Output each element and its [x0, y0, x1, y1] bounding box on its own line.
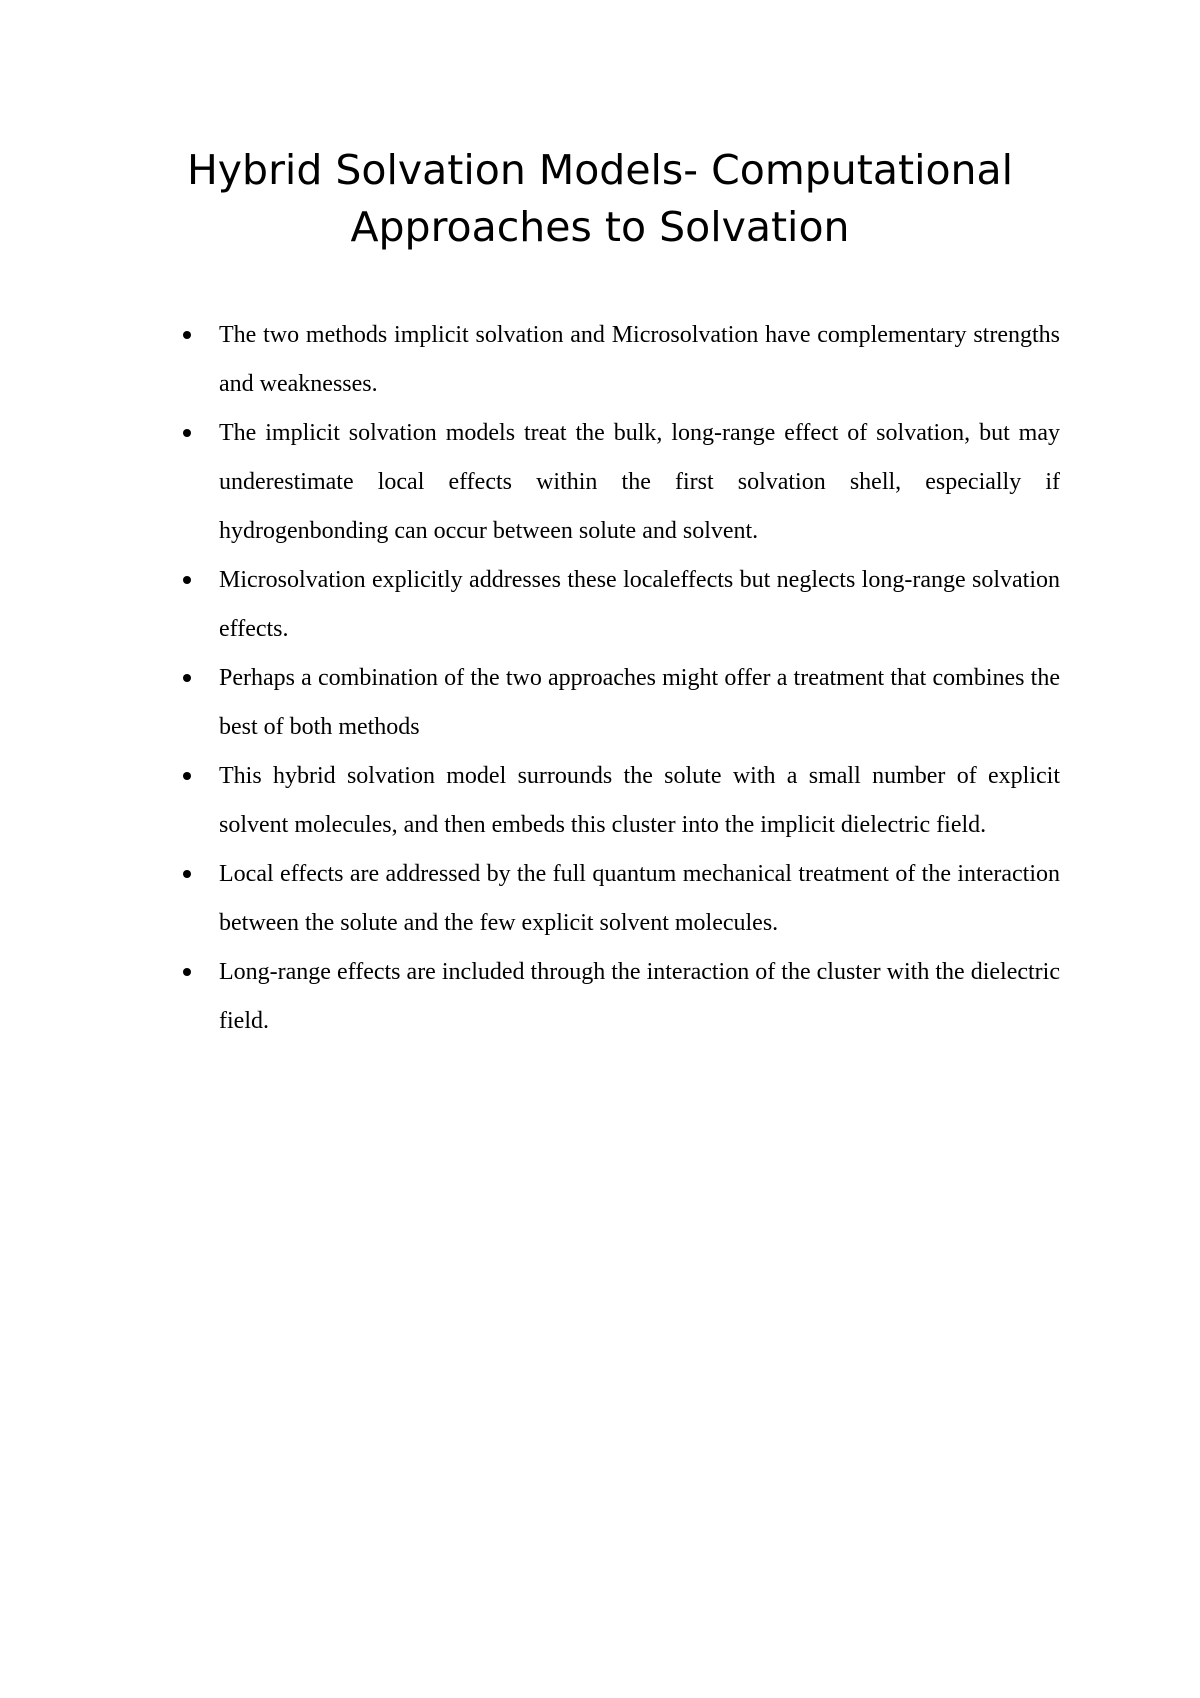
list-item	[178, 948, 1060, 1046]
page-title: Hybrid Solvation Models- Computational Approaches to Solvation	[186, 146, 1014, 251]
list-item	[178, 409, 1060, 556]
list-item-text: The two methods implicit solvation and Microsolvation have complementary strengths and weaknesses.	[219, 322, 1060, 397]
bullet-dot-icon	[183, 576, 191, 584]
list-item	[178, 556, 1060, 654]
list-item-text: Long-range effects are included through the interaction of the cluster with the dielectric field.	[219, 959, 1060, 1034]
list-item-text: Local effects are addressed by the full quantum mechanical treatment of the interaction between the solute and the few explicit solvent molecules.	[219, 861, 1060, 936]
bullet-dot-icon	[183, 772, 191, 780]
list-item	[178, 311, 1060, 409]
list-item-text: Perhaps a combination of the two approaches might offer a treatment that combines the best of both methods	[219, 665, 1060, 740]
bullet-dot-icon	[183, 870, 191, 878]
bullet-dot-icon	[183, 429, 191, 437]
list-item-text: The implicit solvation models treat the bulk, long-range effect of solvation, but may underestimate local effects within the first solvation shell, especially if hydrogenbonding can occur between solute and solvent.	[219, 420, 1060, 544]
list-item-text: Microsolvation explicitly addresses these localeffects but neglects long-range solvation effects.	[219, 567, 1060, 642]
list-item	[178, 850, 1060, 948]
list-item	[178, 752, 1060, 850]
bullet-list	[178, 311, 1060, 1046]
bullet-dot-icon	[183, 674, 191, 682]
bullet-dot-icon	[183, 331, 191, 339]
list-item-text: This hybrid solvation model surrounds the solute with a small number of explicit solvent molecules, and then embeds this cluster into the implicit dielectric field.	[219, 763, 1060, 838]
list-item	[178, 654, 1060, 752]
bullet-dot-icon	[183, 968, 191, 976]
